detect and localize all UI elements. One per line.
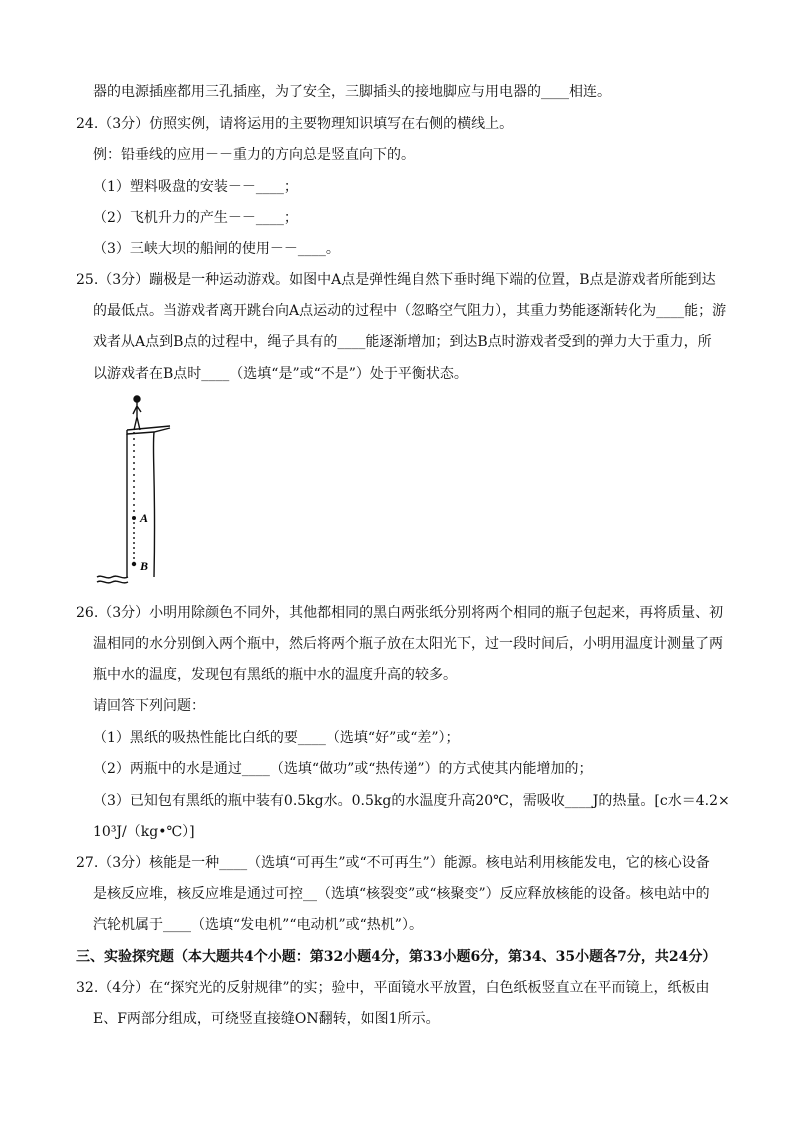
line-8: 戏者从A点到B点的过程中，绳子具有的____能逐渐增加；到达B点时游戏者受到的弹力大于重力，所 — [93, 334, 712, 350]
line-13: 请回答下列问题： — [93, 698, 205, 714]
line-7: 的最低点。当游戏者离开跳台向A点运动的过程中（忽略空气阻力），其重力势能逐渐转化为____能；游 — [93, 303, 727, 319]
line-4: （2）飞机升力的产生－－____； — [93, 210, 298, 226]
line-15: （2）两瓶中的水是通过____（选填“做功”或“热传递”）的方式使其内能增加的； — [93, 761, 593, 777]
line-6: 25.（3分）蹦极是一种运动游戏。如图中A点是弹性绳自然下垂时绳下端的位置，B点是游戏者所能到达 — [76, 272, 716, 288]
line-22: 32.（4分）在“探究光的反射规律”的实；验中，平面镜水平放置，白色纸板竖直立在平而镜上，纸板由 — [76, 980, 710, 996]
label-b: B — [140, 559, 149, 573]
line-14: （1）黑纸的吸热性能比白纸的要____（选填“好”或“差”）； — [93, 730, 460, 746]
line-21: 三、实验探究题（本大题共4个小题：第32小题4分，第33小题6分，第34、35小题各7分，共24分） — [76, 949, 717, 965]
line-18: 27.（3分）核能是一种____（选填“可再生”或“不可再生”）能源。核电站利用核能发电，它的核心设备 — [76, 855, 710, 871]
line-2: 例：铅垂线的应用－－重力的方向总是竖直向下的。 — [93, 147, 415, 163]
line-12: 瓶中水的温度，发现包有黑纸的瓶中水的温度升高的较多。 — [93, 667, 457, 683]
line-10: 26.（3分）小明用除颜色不同外，其他都相同的黑白两张纸分别将两个相同的瓶子包起来，再将质量、初 — [76, 605, 724, 621]
line-23: E、F两部分组成，可绕竖直接缝ON翻转，如图1所示。 — [93, 1011, 440, 1027]
line-16: （3）已知包有黑纸的瓶中装有0.5kg水。0.5kg的水温度升高20℃，需吸收____J的热量。[c水＝4.2× — [93, 793, 730, 809]
line-3: （1）塑料吸盘的安装－－____； — [93, 179, 298, 195]
line-9: 以游戏者在B点时____（选填“是”或“不是”）处于平衡状态。 — [93, 366, 468, 382]
line-17: 10³J/（kg•℃）] — [93, 824, 195, 840]
line-19: 是核反应堆，核反应堆是通过可控__（选填“核裂变”或“核聚变”）反应释放核能的设备。核电站中的 — [93, 886, 710, 902]
line-11: 温相同的水分别倒入两个瓶中，然后将两个瓶子放在太阳光下，过一段时间后，小明用温度计测量了两 — [93, 636, 723, 652]
line-5: （3）三峡大坝的船闸的使用－－____。 — [93, 241, 340, 257]
bungee-figure — [94, 392, 184, 588]
line-0: 器的电源插座都用三孔插座，为了安全，三脚插头的接地脚应与用电器的____相连。 — [93, 84, 611, 100]
label-a: A — [140, 511, 149, 525]
line-1: 24.（3分）仿照实例，请将运用的主要物理知识填写在右侧的横线上。 — [76, 116, 514, 132]
line-20: 汽轮机属于____（选填“发电机”“电动机”或“热机”）。 — [93, 917, 423, 933]
